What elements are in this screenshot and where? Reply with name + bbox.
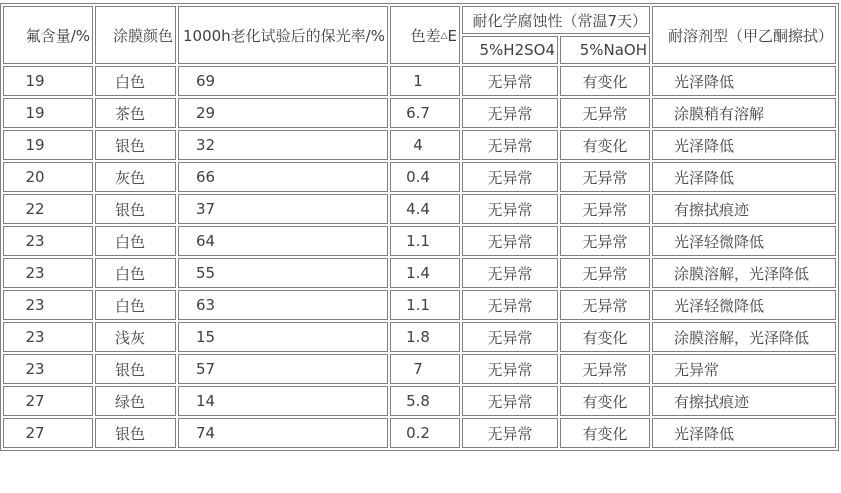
header-coating-color: 涂膜颜色 xyxy=(95,6,176,64)
table-row xyxy=(3,290,836,320)
table-row xyxy=(3,194,836,224)
cell-naoh: 无异常 xyxy=(560,290,650,320)
cell-naoh: 无异常 xyxy=(560,194,650,224)
header-chemical-resistance-group: 耐化学腐蚀性（常温7天） xyxy=(462,6,650,34)
cell-h2so4: 无异常 xyxy=(462,386,558,416)
cell-naoh: 有变化 xyxy=(560,66,650,96)
header-fluorine-content: 氟含量/% xyxy=(3,6,93,64)
cell-solvent: 有擦拭痕迹 xyxy=(652,194,836,224)
cell-gloss: 66 xyxy=(178,162,388,192)
cell-fluorine: 20 xyxy=(3,162,93,192)
cell-solvent: 光泽轻微降低 xyxy=(652,290,836,320)
cell-delta-e: 0.2 xyxy=(390,418,460,448)
cell-naoh: 无异常 xyxy=(560,162,650,192)
cell-fluorine: 23 xyxy=(3,354,93,384)
cell-solvent: 无异常 xyxy=(652,354,836,384)
cell-coating-color: 茶色 xyxy=(95,98,176,128)
table-row xyxy=(3,226,836,256)
cell-gloss: 74 xyxy=(178,418,388,448)
cell-fluorine: 23 xyxy=(3,322,93,352)
cell-h2so4: 无异常 xyxy=(462,98,558,128)
cell-naoh: 有变化 xyxy=(560,418,650,448)
cell-h2so4: 无异常 xyxy=(462,194,558,224)
table-row xyxy=(3,322,836,352)
cell-delta-e: 6.7 xyxy=(390,98,460,128)
cell-delta-e: 1.8 xyxy=(390,322,460,352)
cell-fluorine: 23 xyxy=(3,226,93,256)
cell-fluorine: 23 xyxy=(3,290,93,320)
cell-delta-e: 1.1 xyxy=(390,226,460,256)
cell-solvent: 光泽降低 xyxy=(652,162,836,192)
cell-naoh: 有变化 xyxy=(560,130,650,160)
cell-delta-e: 0.4 xyxy=(390,162,460,192)
cell-h2so4: 无异常 xyxy=(462,66,558,96)
cell-solvent: 光泽轻微降低 xyxy=(652,226,836,256)
cell-fluorine: 19 xyxy=(3,66,93,96)
header-naoh: 5%NaOH xyxy=(560,36,650,64)
cell-h2so4: 无异常 xyxy=(462,258,558,288)
table-row xyxy=(3,258,836,288)
table-row xyxy=(3,98,836,128)
cell-h2so4: 无异常 xyxy=(462,418,558,448)
cell-gloss: 37 xyxy=(178,194,388,224)
header-row-top xyxy=(3,6,836,34)
cell-naoh: 无异常 xyxy=(560,226,650,256)
color-difference-label: 色差 xyxy=(410,26,441,45)
cell-gloss: 63 xyxy=(178,290,388,320)
cell-coating-color: 白色 xyxy=(95,290,176,320)
cell-gloss: 55 xyxy=(178,258,388,288)
table-body xyxy=(3,66,836,448)
cell-h2so4: 无异常 xyxy=(462,226,558,256)
cell-gloss: 69 xyxy=(178,66,388,96)
cell-coating-color: 白色 xyxy=(95,66,176,96)
table-row xyxy=(3,418,836,448)
cell-coating-color: 浅灰 xyxy=(95,322,176,352)
table-row xyxy=(3,162,836,192)
cell-gloss: 14 xyxy=(178,386,388,416)
cell-coating-color: 银色 xyxy=(95,130,176,160)
cell-delta-e: 4 xyxy=(390,130,460,160)
cell-naoh: 有变化 xyxy=(560,322,650,352)
cell-h2so4: 无异常 xyxy=(462,322,558,352)
cell-fluorine: 27 xyxy=(3,386,93,416)
header-gloss-retention: 1000h老化试验后的保光率/% xyxy=(178,6,388,64)
cell-h2so4: 无异常 xyxy=(462,354,558,384)
delta-symbol: △ xyxy=(440,30,448,41)
cell-solvent: 涂膜溶解，光泽降低 xyxy=(652,258,836,288)
cell-solvent: 光泽降低 xyxy=(652,130,836,160)
cell-gloss: 15 xyxy=(178,322,388,352)
cell-gloss: 32 xyxy=(178,130,388,160)
cell-fluorine: 19 xyxy=(3,130,93,160)
cell-naoh: 有变化 xyxy=(560,386,650,416)
cell-gloss: 29 xyxy=(178,98,388,128)
cell-fluorine: 27 xyxy=(3,418,93,448)
cell-coating-color: 银色 xyxy=(95,354,176,384)
cell-naoh: 无异常 xyxy=(560,258,650,288)
cell-fluorine: 19 xyxy=(3,98,93,128)
cell-solvent: 光泽降低 xyxy=(652,418,836,448)
table-row xyxy=(3,66,836,96)
cell-delta-e: 7 xyxy=(390,354,460,384)
cell-h2so4: 无异常 xyxy=(462,162,558,192)
cell-delta-e: 5.8 xyxy=(390,386,460,416)
table-row xyxy=(3,354,836,384)
cell-coating-color: 绿色 xyxy=(95,386,176,416)
cell-h2so4: 无异常 xyxy=(462,290,558,320)
cell-naoh: 无异常 xyxy=(560,98,650,128)
cell-fluorine: 22 xyxy=(3,194,93,224)
cell-delta-e: 1.1 xyxy=(390,290,460,320)
cell-gloss: 57 xyxy=(178,354,388,384)
cell-coating-color: 白色 xyxy=(95,258,176,288)
cell-fluorine: 23 xyxy=(3,258,93,288)
header-solvent-resistance: 耐溶剂型（甲乙酮擦拭） xyxy=(652,6,836,64)
cell-gloss: 64 xyxy=(178,226,388,256)
cell-solvent: 有擦拭痕迹 xyxy=(652,386,836,416)
table-row xyxy=(3,130,836,160)
color-difference-unit: E xyxy=(447,26,457,45)
cell-coating-color: 银色 xyxy=(95,194,176,224)
cell-naoh: 无异常 xyxy=(560,354,650,384)
cell-delta-e: 4.4 xyxy=(390,194,460,224)
cell-coating-color: 灰色 xyxy=(95,162,176,192)
header-h2so4: 5%H2SO4 xyxy=(462,36,558,64)
cell-coating-color: 银色 xyxy=(95,418,176,448)
coating-test-results-table xyxy=(0,3,839,451)
cell-delta-e: 1.4 xyxy=(390,258,460,288)
cell-delta-e: 1 xyxy=(390,66,460,96)
cell-solvent: 光泽降低 xyxy=(652,66,836,96)
table-header xyxy=(3,6,836,64)
cell-solvent: 涂膜稍有溶解 xyxy=(652,98,836,128)
table-row xyxy=(3,386,836,416)
cell-coating-color: 白色 xyxy=(95,226,176,256)
header-color-difference xyxy=(390,6,460,64)
cell-solvent: 涂膜溶解，光泽降低 xyxy=(652,322,836,352)
cell-h2so4: 无异常 xyxy=(462,130,558,160)
